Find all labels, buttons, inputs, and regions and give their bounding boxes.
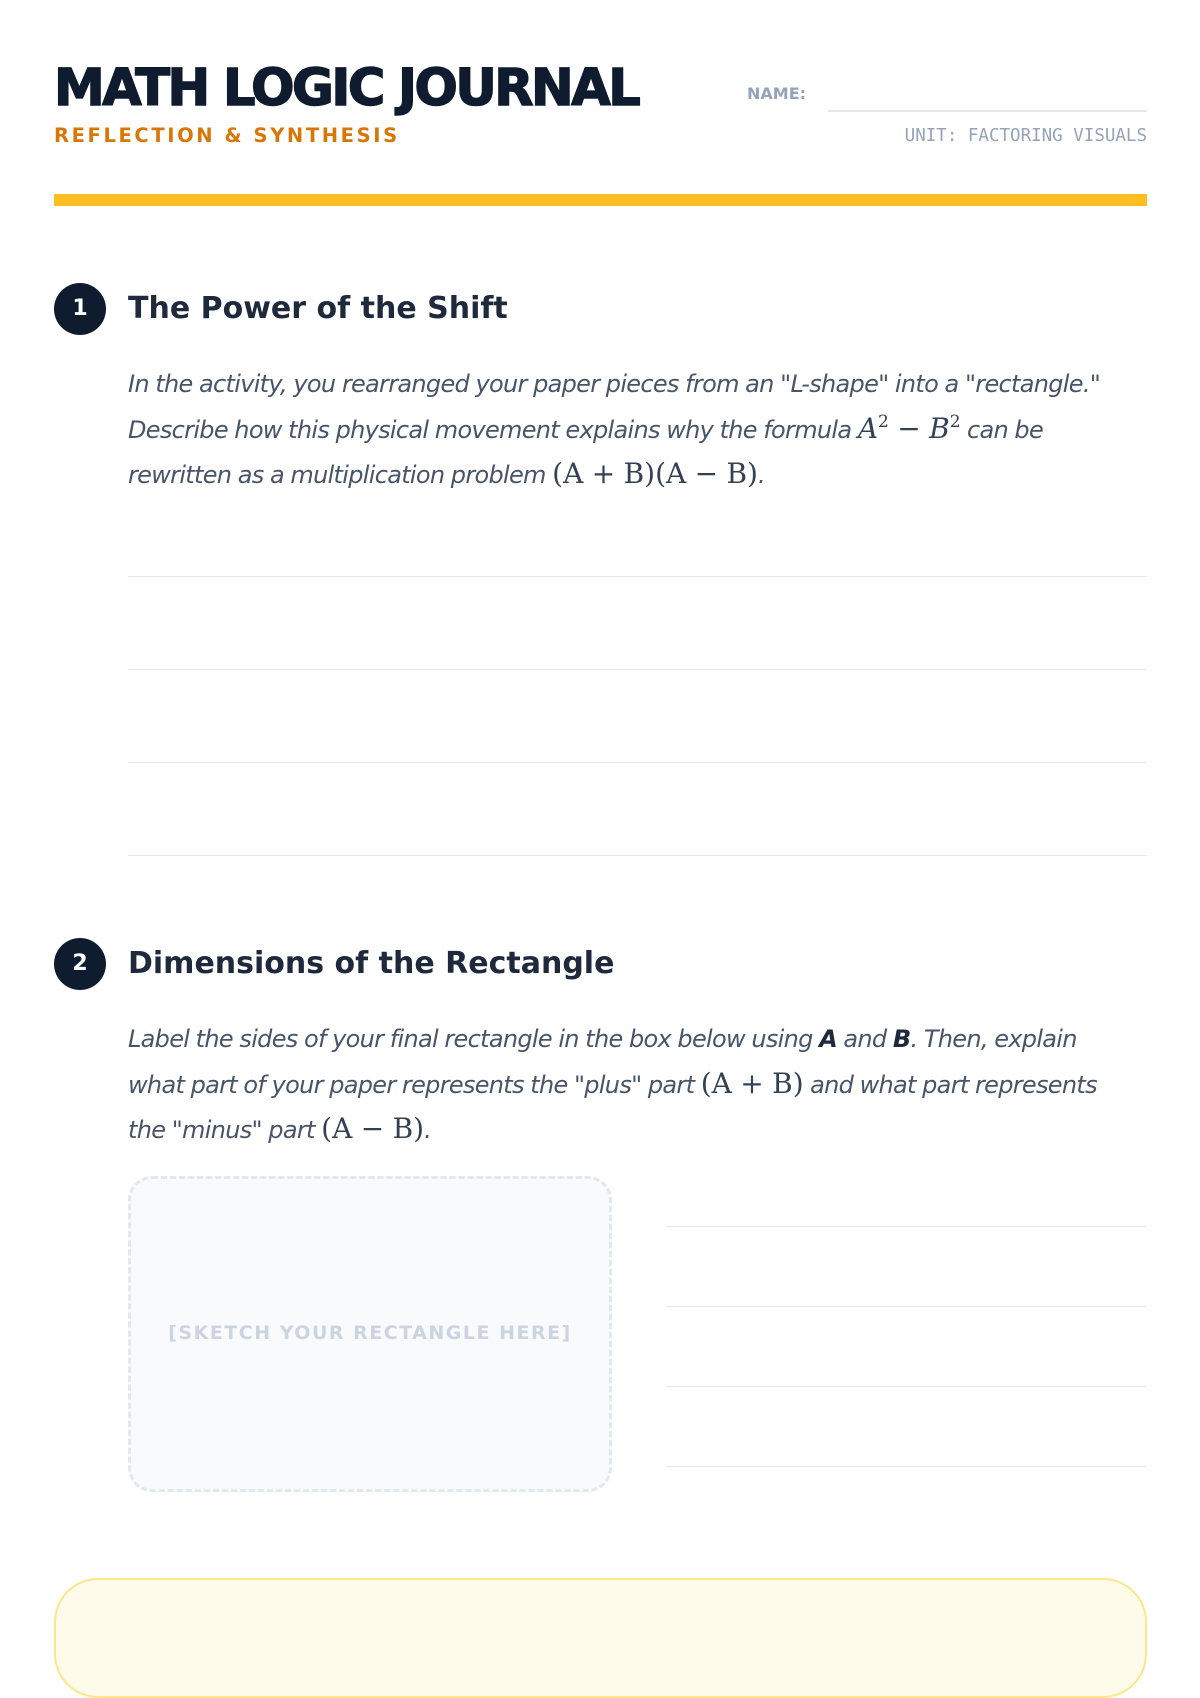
page-title: MATH LOGIC JOURNAL — [54, 59, 639, 118]
answer-line[interactable] — [666, 1466, 1147, 1467]
section-number-badge: 1 — [54, 283, 106, 335]
section-title: Dimensions of the Rectangle — [128, 946, 615, 981]
label-b: B — [892, 1025, 911, 1053]
name-label: NAME: — [747, 84, 807, 103]
prompt-text: In the activity, you rearranged your paper pieces from an "L-shape" into a "rectangle." Describe how this physical movement explains why the formula — [128, 370, 1101, 444]
header-accent-bar — [54, 194, 1147, 206]
section-title: The Power of the Shift — [128, 291, 508, 326]
section-number-badge: 2 — [54, 938, 106, 990]
name-field[interactable] — [828, 110, 1147, 112]
answer-line[interactable] — [128, 576, 1147, 577]
answer-line[interactable] — [666, 1306, 1147, 1307]
answer-line[interactable] — [666, 1226, 1147, 1227]
section-prompt: Label the sides of your final rectangle in the box below using A and B. Then, explain what part of your paper represents the "plus" part (A + B) and what part represents the "minus" part (A − B). — [128, 1025, 1097, 1145]
journal-header — [54, 58, 1147, 158]
math-minus-part: (A − B) — [321, 1112, 425, 1145]
page-subtitle: REFLECTION & SYNTHESIS — [54, 124, 400, 147]
sketch-placeholder-label: [SKETCH YOUR RECTANGLE HERE] — [168, 1322, 572, 1344]
section-dimensions-of-the-rectangle — [54, 938, 1147, 1498]
unit-label: UNIT: FACTORING VISUALS — [904, 126, 1147, 146]
section-power-of-the-shift — [54, 283, 1147, 863]
prompt-text: . — [757, 461, 765, 489]
answer-line[interactable] — [128, 855, 1147, 856]
math-factored-product: (A + B)(A − B) — [552, 457, 758, 490]
label-a: A — [819, 1025, 837, 1053]
answer-line[interactable] — [128, 669, 1147, 670]
bottom-callout-box — [54, 1578, 1147, 1698]
sketch-area[interactable] — [128, 1176, 612, 1492]
section-prompt — [128, 363, 1138, 498]
answer-line[interactable] — [666, 1386, 1147, 1387]
math-plus-part: (A + B) — [700, 1066, 804, 1100]
answer-line[interactable] — [128, 762, 1147, 763]
math-difference-of-squares: $A^2 - B^2$ — [857, 411, 961, 445]
prompt-text: can be rewritten as a multiplication problem — [128, 415, 1044, 489]
